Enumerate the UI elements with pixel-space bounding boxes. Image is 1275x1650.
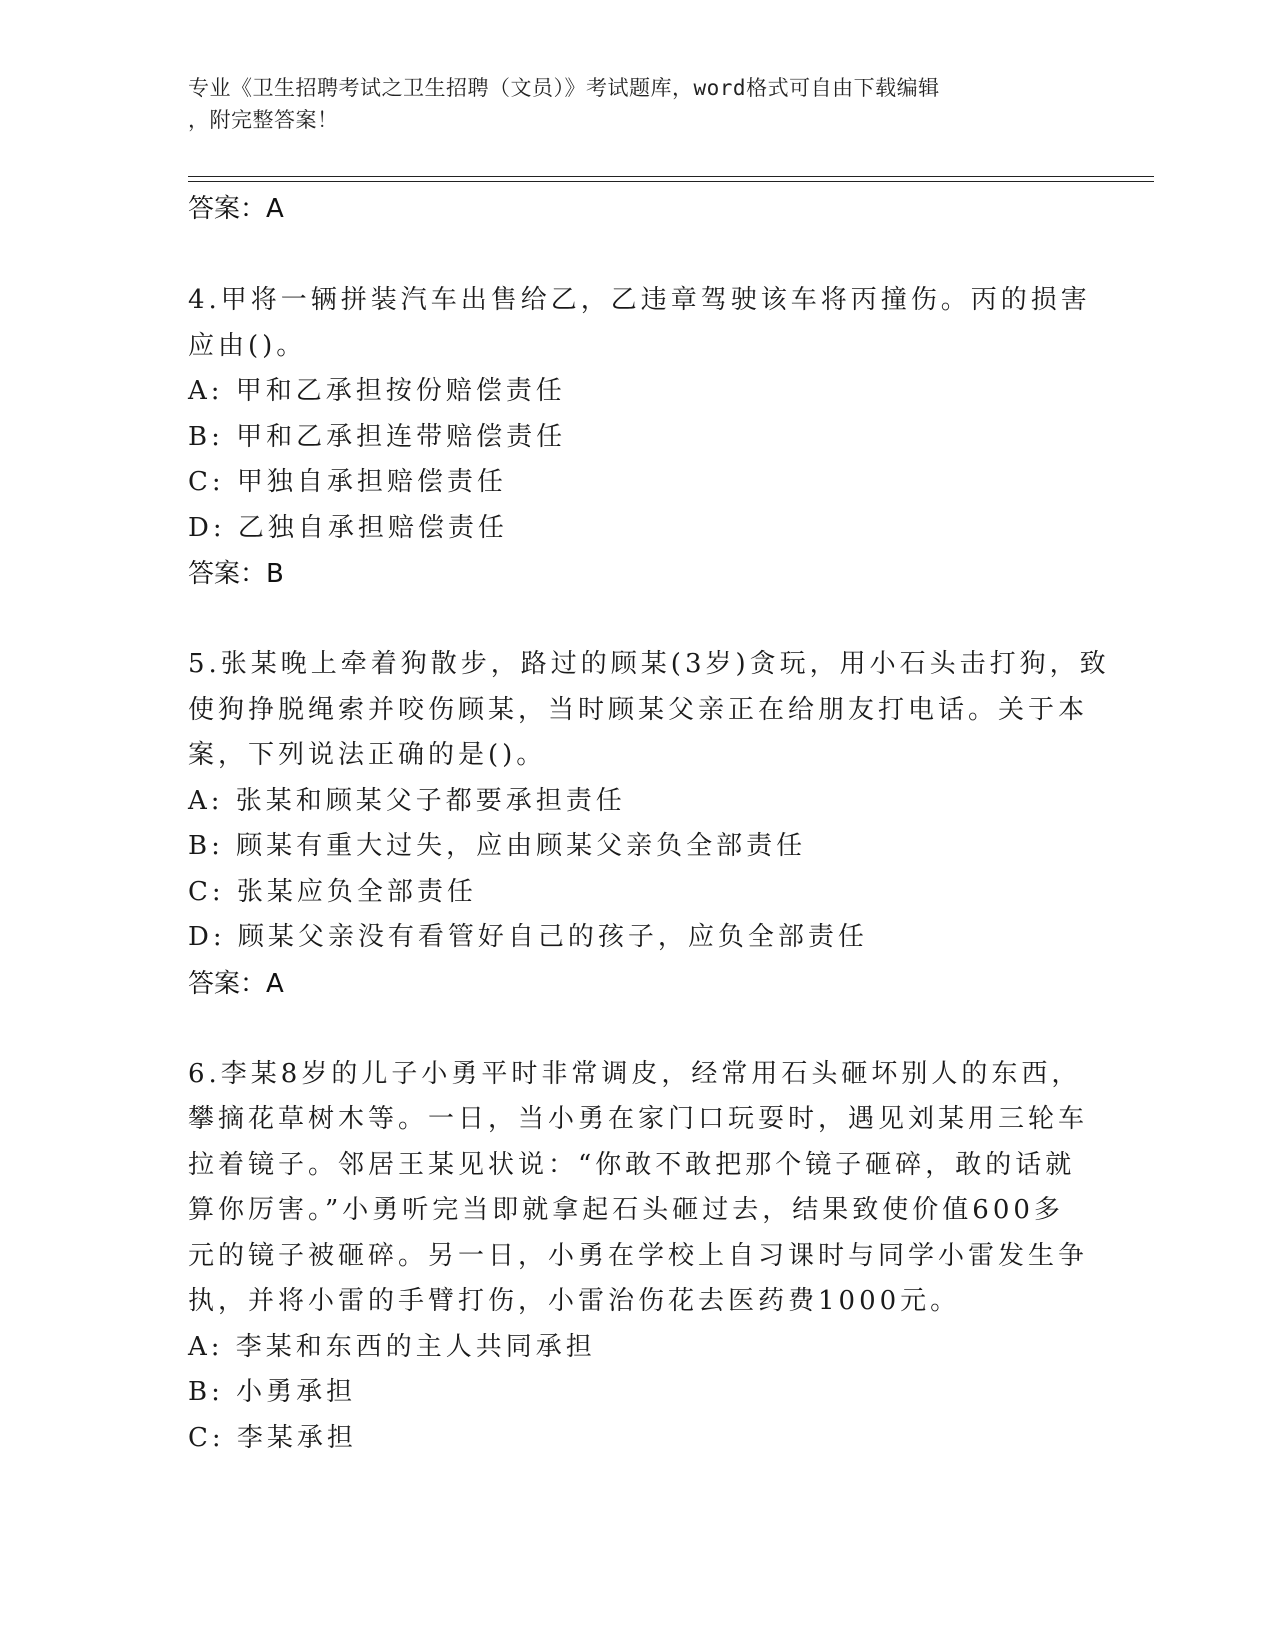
header-divider-bottom [188, 181, 1154, 182]
question-text [188, 1052, 1088, 1325]
header-line-1: 专业《卫生招聘考试之卫生招聘（文员）》考试题库，word格式可自由下载编辑 [188, 76, 940, 100]
option-c: C: 甲独自承担赔偿责任 [188, 467, 507, 497]
option-b: B: 甲和乙承担连带赔偿责任 [188, 421, 567, 452]
question-5 [188, 642, 1110, 1007]
option-c: C: 李某承担 [188, 1422, 357, 1453]
question-text-line: 5.张某晚上牵着狗散步，路过的顾某(3岁)贪玩，用小石头击打狗，致 [188, 649, 1110, 679]
option-a: A: 李某和东西的主人共同承担 [188, 1331, 596, 1362]
answer-line: 答案：A [188, 968, 284, 999]
question-6 [188, 1052, 1088, 1462]
page-header [188, 72, 1068, 136]
previous-answer: 答案：A [188, 194, 284, 224]
question-text-line: 攀摘花草树木等。一日，当小勇在家门口玩耍时，遇见刘某用三轮车 [188, 1104, 1089, 1134]
answer-line: 答案：B [188, 559, 284, 589]
question-4 [188, 278, 1091, 597]
question-text-line: 6.李某8岁的儿子小勇平时非常调皮，经常用石头砸坏别人的东西， [188, 1058, 1082, 1089]
question-text-line: 使狗挣脱绳索并咬伤顾某，当时顾某父亲正在给朋友打电话。关于本 [188, 694, 1089, 725]
question-text [188, 278, 1091, 369]
question-text-line: 算你厉害。”小勇听完当即就拿起石头砸过去，结果致使价值600多 [188, 1195, 1064, 1225]
option-d: D: 乙独自承担赔偿责任 [188, 512, 508, 543]
question-list [188, 186, 1110, 1461]
header-line-2: ，附完整答案！ [188, 108, 339, 132]
question-text-line: 案，下列说法正确的是()。 [188, 740, 547, 770]
option-d: D: 顾某父亲没有看管好自己的孩子，应负全部责任 [188, 922, 868, 952]
question-text-line: 拉着镜子。邻居王某见状说：“你敢不敢把那个镜子砸碎，敢的话就 [188, 1149, 1076, 1180]
question-text-line: 执，并将小雷的手臂打伤，小雷治伤花去医药费1000元。 [188, 1286, 961, 1316]
option-c: C: 张某应负全部责任 [188, 876, 477, 907]
header-divider-top [188, 176, 1154, 177]
question-text-line: 元的镜子被砸碎。另一日，小勇在学校上自习课时与同学小雷发生争 [188, 1240, 1089, 1271]
question-text [188, 642, 1110, 779]
question-text-line: 应由()。 [188, 330, 307, 361]
option-b: B: 顾某有重大过失，应由顾某父亲负全部责任 [188, 831, 807, 861]
option-a: A: 张某和顾某父子都要承担责任 [188, 785, 626, 816]
question-text-line: 4.甲将一辆拼装汽车出售给乙，乙违章驾驶该车将丙撞伤。丙的损害 [188, 285, 1091, 315]
option-a: A: 甲和乙承担按份赔偿责任 [188, 376, 566, 406]
option-b: B: 小勇承担 [188, 1377, 357, 1407]
